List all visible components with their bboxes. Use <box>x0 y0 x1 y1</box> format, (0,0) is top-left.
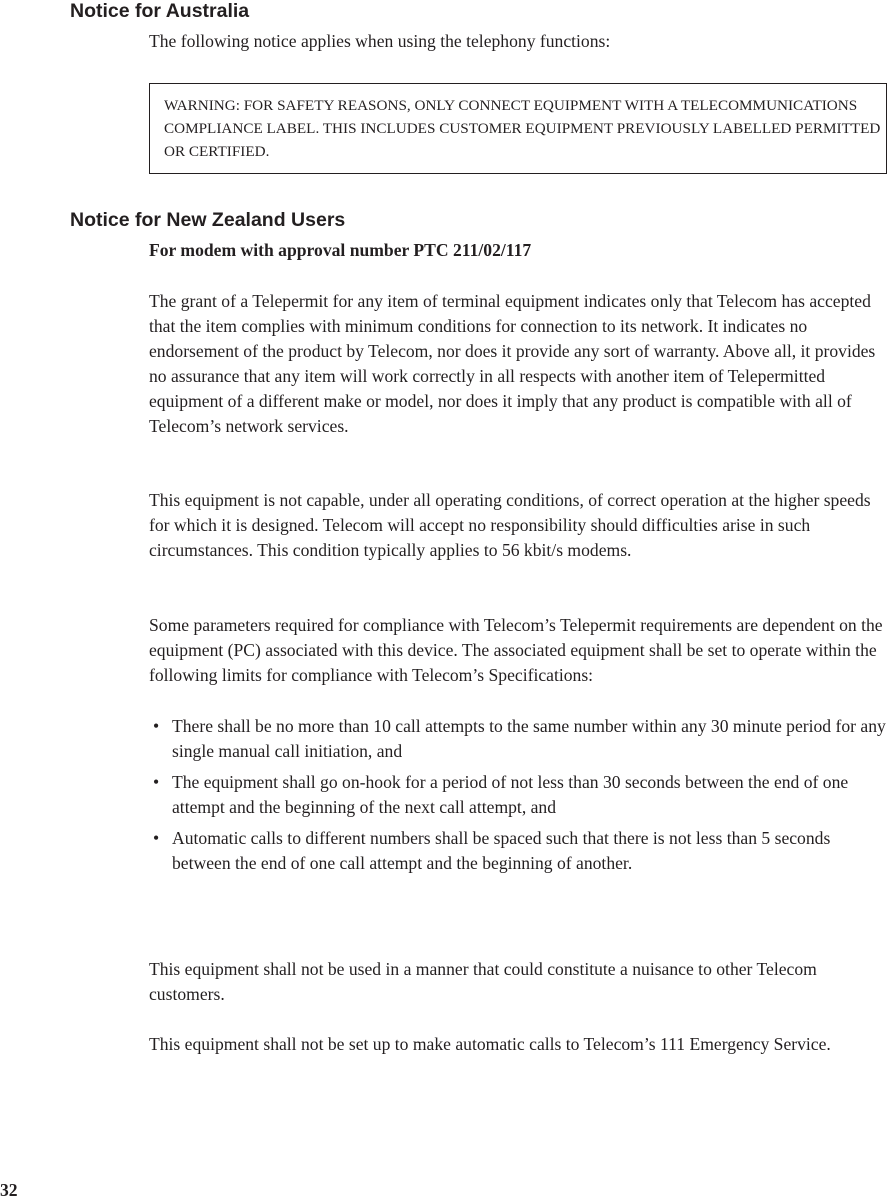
telepermit-paragraph: The grant of a Telepermit for any item of terminal equipment indicates only that Telecom has accepted that the item complies with minimum conditions for connection to its network. It indicates no endorsement of the product by Telecom, nor does it provide any sort of warranty. Above all, it provides no assurance that any item will work correctly in all respects with another item of Telepermitted equipment of a different make or model, nor does it imply that any product is compatible with all of Telecom’s network services. <box>149 291 876 436</box>
limits-bullet-list <box>149 714 889 882</box>
list-item-text: The equipment shall go on-hook for a period of not less than 30 seconds between the end of one attempt and the beginning of the next call attempt, and <box>172 772 849 817</box>
speed-limitation-paragraph: This equipment is not capable, under all operating conditions, of correct operation at the higher speeds for which it is designed. Telecom will accept no responsibility should difficulties arise in such circumstances. This condition typically applies to 56 kbit/s modems. <box>149 490 871 560</box>
australia-intro-text: The following notice applies when using the telephony functions: <box>149 31 611 51</box>
bullet-icon: • <box>153 828 160 848</box>
list-item <box>149 770 889 820</box>
section-heading-new-zealand: Notice for New Zealand Users <box>70 209 346 231</box>
list-item-text: There shall be no more than 10 call attempts to the same number within any 30 minute period for any single manual call initiation, and <box>172 716 886 761</box>
warning-box: WARNING: FOR SAFETY REASONS, ONLY CONNECT EQUIPMENT WITH A TELECOMMUNICATIONS COMPLIANCE LABEL. THIS INCLUDES CUSTOMER EQUIPMENT PREVIOUSLY LABELLED PERMITTED OR CERTIFIED. <box>149 83 887 174</box>
bullet-icon: • <box>153 716 160 736</box>
approval-number-subheading: For modem with approval number PTC 211/02/117 <box>149 240 532 260</box>
parameters-paragraph: Some parameters required for compliance with Telecom’s Telepermit requirements are dependent on the equipment (PC) associated with this device. The associated equipment shall be set to operate within the following limits for compliance with Telecom’s Specifications: <box>149 615 883 685</box>
bullet-icon: • <box>153 772 160 792</box>
list-item <box>149 826 889 876</box>
section-heading-australia: Notice for Australia <box>70 0 250 22</box>
nuisance-paragraph: This equipment shall not be used in a manner that could constitute a nuisance to other Telecom customers. <box>149 959 817 1004</box>
list-item <box>149 714 889 764</box>
page-number: 32 <box>0 1180 18 1200</box>
list-item-text: Automatic calls to different numbers shall be spaced such that there is not less than 5 seconds between the end of one call attempt and the beginning of another. <box>172 828 831 873</box>
emergency-service-paragraph: This equipment shall not be set up to make automatic calls to Telecom’s 111 Emergency Service. <box>149 1034 831 1054</box>
